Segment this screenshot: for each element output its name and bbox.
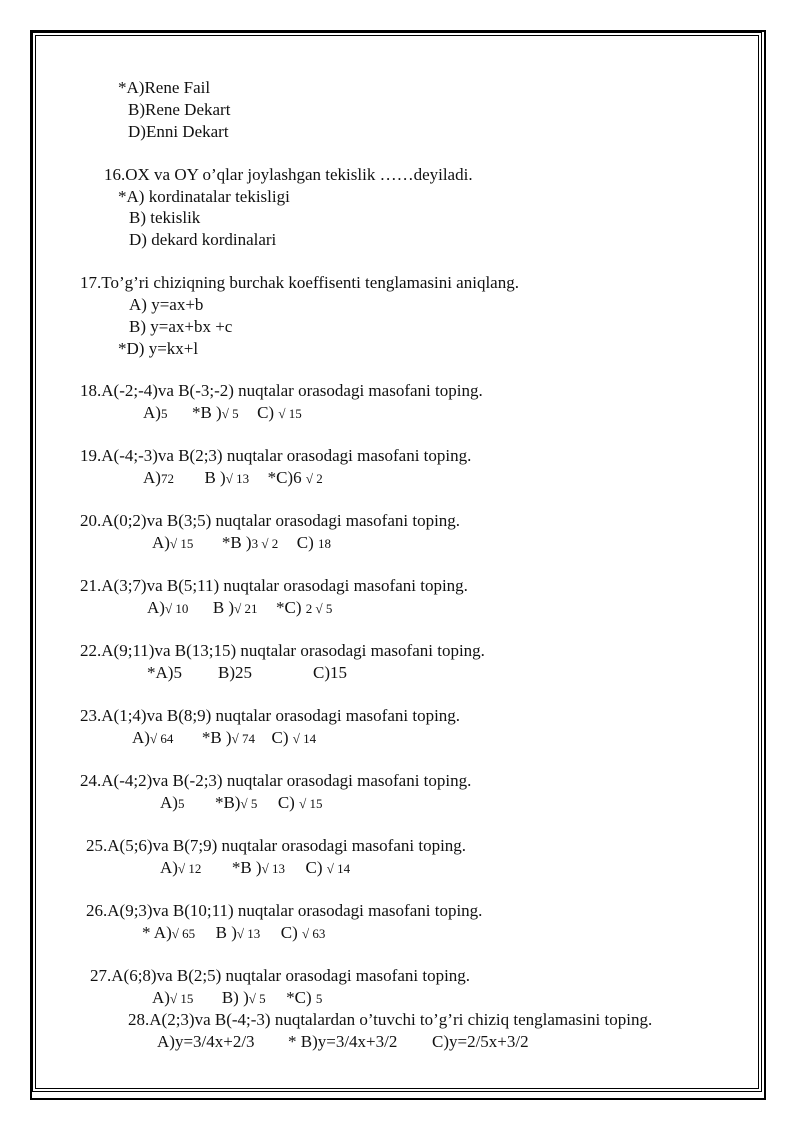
- q18-options: [143, 403, 302, 424]
- q24-option-c-value: √ 15: [299, 796, 323, 811]
- q24-option-a-value: 5: [177, 796, 185, 811]
- q21-option-b: B ): [212, 598, 235, 617]
- q28-question: 28.A(2;3)va B(-4;-3) nuqtalardan o’tuvchi to’g’ri chiziq tenglamasini toping.: [128, 1010, 653, 1029]
- q24-option-c: C): [277, 793, 295, 812]
- q16-option-a: *A) kordinatalar tekisligi: [118, 187, 290, 206]
- q24-question: 24.A(-4;2)va B(-2;3) nuqtalar orasodagi masofani toping.: [80, 771, 472, 790]
- q28-option-a: A)y=3/4x+2/3: [157, 1032, 255, 1051]
- q21-option-a: A): [147, 598, 165, 617]
- q18-option-c-value: √ 15: [278, 406, 302, 421]
- q23-option-c: C): [271, 728, 289, 747]
- q26-option-a: * A): [142, 923, 172, 942]
- q18-option-a: A): [143, 403, 161, 422]
- q20-question: 20.A(0;2)va B(3;5) nuqtalar orasodagi masofani toping.: [80, 511, 461, 530]
- q26-options: [142, 923, 325, 944]
- q16-question: 16.OX va OY o’qlar joylashgan tekislik ……deyiladi.: [104, 165, 473, 184]
- q25-option-b-value: √ 13: [261, 861, 285, 876]
- q26-option-c-value: √ 63: [302, 926, 326, 941]
- q17-question: 17.To’g’ri chiziqning burchak koeffisenti tenglamasini aniqlang.: [80, 273, 519, 292]
- q21-options: [147, 598, 332, 619]
- q25-option-c: C): [305, 858, 323, 877]
- q22-option-b: B)25: [218, 663, 252, 682]
- q24-options: [160, 793, 322, 814]
- q26-option-b: B ): [215, 923, 237, 942]
- q28-option-b: * B)y=3/4x+3/2: [288, 1032, 398, 1051]
- q19-option-c: *C)6: [267, 468, 302, 487]
- q20-option-c-value: 18: [317, 536, 331, 551]
- q15-option-b: B)Rene Dekart: [128, 100, 231, 119]
- q27-option-c: *C): [286, 988, 312, 1007]
- q19-option-b: B ): [204, 468, 226, 487]
- q23-option-c-value: √ 14: [292, 731, 317, 746]
- q27-option-a-value: √ 15: [169, 991, 194, 1006]
- q17-option-b: B) y=ax+bx +c: [129, 317, 233, 336]
- q22-question: 22.A(9;11)va B(13;15) nuqtalar orasodagi masofani toping.: [80, 641, 485, 660]
- q18-option-c: C): [257, 403, 275, 422]
- q18-option-b-value: √ 5: [221, 406, 239, 421]
- q23-option-a-value: √ 64: [149, 731, 174, 746]
- q21-option-c: *C): [275, 598, 302, 617]
- q20-option-c: C): [296, 533, 314, 552]
- q27-options: [152, 988, 322, 1009]
- q20-option-a-value: √ 15: [169, 536, 194, 551]
- q26-question: 26.A(9;3)va B(10;11) nuqtalar orasodagi masofani toping.: [86, 901, 483, 920]
- q21-option-c-value: 2 √ 5: [305, 601, 333, 616]
- q23-option-b-value: √ 74: [231, 731, 255, 746]
- q22-option-a: *A)5: [147, 663, 182, 682]
- q18-option-b: *B ): [191, 403, 222, 422]
- q25-options: [160, 858, 350, 879]
- q20-option-b-value: 3 √ 2: [251, 536, 279, 551]
- q15-option-a: *A)Rene Fail: [118, 78, 211, 97]
- q24-option-b-value: √ 5: [240, 796, 258, 811]
- q26-option-a-value: √ 65: [171, 926, 196, 941]
- q21-question: 21.A(3;7)va B(5;11) nuqtalar orasodagi masofani toping.: [80, 576, 468, 595]
- q16-option-b: B) tekislik: [129, 208, 201, 227]
- q25-option-a-value: √ 12: [177, 861, 202, 876]
- q17-option-d: *D) y=kx+l: [118, 339, 199, 358]
- q25-option-a: A): [160, 858, 178, 877]
- q26-option-b-value: √ 13: [236, 926, 261, 941]
- q16-option-d: D) dekard kordinalari: [129, 230, 277, 249]
- q23-option-b: *B ): [201, 728, 232, 747]
- q20-option-a: A): [152, 533, 170, 552]
- q27-option-c-value: 5: [315, 991, 323, 1006]
- q19-option-b-value: √ 13: [225, 471, 250, 486]
- q19-option-c-value: √ 2: [305, 471, 323, 486]
- q23-option-a: A): [132, 728, 150, 747]
- q18-option-a-value: 5: [160, 406, 168, 421]
- q21-option-b-value: √ 21: [234, 601, 258, 616]
- q26-option-c: C): [280, 923, 298, 942]
- q19-question: 19.A(-4;-3)va B(2;3) nuqtalar orasodagi masofani toping.: [80, 446, 472, 465]
- q27-option-a: A): [152, 988, 170, 1007]
- q18-question: 18.A(-2;-4)va B(-3;-2) nuqtalar orasodagi masofani toping.: [80, 381, 483, 400]
- q27-question: 27.A(6;8)va B(2;5) nuqtalar orasodagi masofani toping.: [90, 966, 471, 985]
- q19-option-a: A): [143, 468, 161, 487]
- q25-option-c-value: √ 14: [326, 861, 351, 876]
- q15-option-d: D)Enni Dekart: [128, 122, 229, 141]
- q21-option-a-value: √ 10: [164, 601, 189, 616]
- q24-option-b: *B): [214, 793, 241, 812]
- q25-option-b: *B ): [231, 858, 262, 877]
- q27-option-b: B) ): [221, 988, 249, 1007]
- q24-option-a: A): [160, 793, 178, 812]
- q19-option-a-value: 72: [160, 471, 174, 486]
- q28-option-c: C)y=2/5x+3/2: [432, 1032, 529, 1051]
- q20-option-b: *B ): [221, 533, 252, 552]
- q25-question: 25.A(5;6)va B(7;9) nuqtalar orasodagi masofani toping.: [86, 836, 467, 855]
- q17-option-a: A) y=ax+b: [129, 295, 204, 314]
- q20-options: [152, 533, 331, 554]
- q22-option-c: C)15: [313, 663, 347, 682]
- q23-options: [132, 728, 316, 749]
- q27-option-b-value: √ 5: [248, 991, 266, 1006]
- q23-question: 23.A(1;4)va B(8;9) nuqtalar orasodagi masofani toping.: [80, 706, 461, 725]
- q19-options: [143, 468, 323, 489]
